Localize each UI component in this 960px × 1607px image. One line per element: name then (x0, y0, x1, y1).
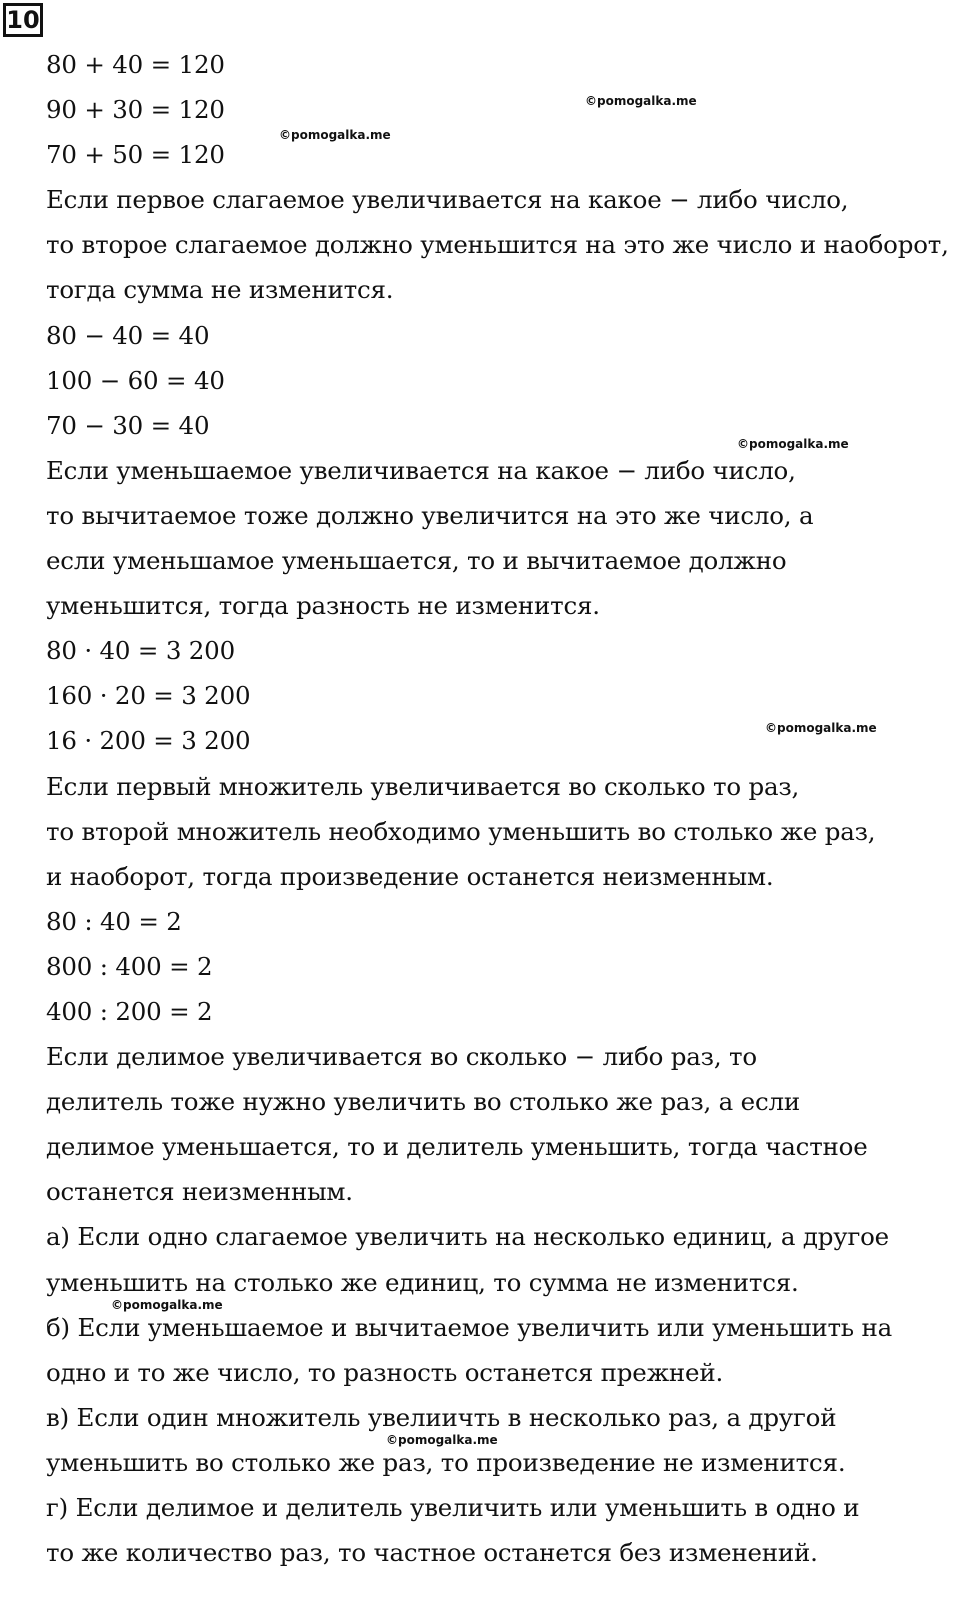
text-line: уменьшится, тогда разность не изменится. (46, 591, 600, 621)
text-line: то второе слагаемое должно уменьшится на это же число и наоборот, (46, 230, 949, 260)
watermark: ©pomogalka.me (585, 94, 697, 108)
solution-text (46, 42, 949, 1575)
text-line: 800 : 400 = 2 (46, 951, 213, 981)
text-line: Если первый множитель увеличивается во сколько то раз, (46, 771, 800, 801)
text-line: то вычитаемое тоже должно увеличится на это же число, а (46, 500, 814, 530)
text-line: Если уменьшаемое увеличивается на какое − либо число, (46, 455, 796, 485)
text-line: уменьшить на столько же единиц, то сумма не изменится. (46, 1267, 799, 1297)
text-line: и наоборот, тогда произведение останется неизменным. (46, 861, 774, 891)
text-line: 80 − 40 = 40 (46, 320, 210, 350)
watermark: ©pomogalka.me (765, 721, 877, 735)
text-line: уменьшить во столько же раз, то произведение не изменится. (46, 1447, 846, 1477)
text-line: Если первое слагаемое увеличивается на какое − либо число, (46, 185, 849, 215)
text-line: останется неизменным. (46, 1177, 353, 1207)
text-line: 90 + 30 = 120 (46, 95, 225, 125)
text-line: делитель тоже нужно увеличить во столько же раз, а если (46, 1087, 800, 1117)
text-line: 100 − 60 = 40 (46, 365, 225, 395)
text-line: то же количество раз, то частное останется без изменений. (46, 1538, 818, 1568)
text-line: 70 − 30 = 40 (46, 410, 210, 440)
watermark: ©pomogalka.me (111, 1298, 223, 1312)
text-line: 80 + 40 = 120 (46, 50, 225, 79)
watermark: ©pomogalka.me (279, 128, 391, 142)
watermark: ©pomogalka.me (386, 1433, 498, 1447)
text-line: 400 : 200 = 2 (46, 996, 213, 1026)
text-line: б) Если уменьшаемое и вычитаемое увеличить или уменьшить на (46, 1312, 893, 1342)
text-line: если уменьшамое уменьшается, то и вычитаемое должно (46, 546, 787, 576)
task-number-badge: 10 (3, 3, 43, 37)
text-line: 70 + 50 = 120 (46, 140, 225, 170)
text-line: Если делимое увеличивается во сколько − либо раз, то (46, 1042, 757, 1072)
text-line: то второй множитель необходимо уменьшить во столько же раз, (46, 816, 876, 846)
text-line: г) Если делимое и делитель увеличить или уменьшить в одно и (46, 1493, 860, 1522)
text-line: делимое уменьшается, то и делитель уменьшить, тогда частное (46, 1132, 868, 1162)
text-line: тогда сумма не изменится. (46, 275, 394, 305)
text-line: 160 · 20 = 3 200 (46, 681, 251, 711)
text-line: 80 : 40 = 2 (46, 906, 182, 936)
text-line: одно и то же число, то разность останется прежней. (46, 1357, 724, 1387)
text-line: а) Если одно слагаемое увеличить на несколько единиц, а другое (46, 1222, 889, 1252)
text-line: в) Если один множитель увелиичть в несколько раз, а другой (46, 1402, 837, 1432)
text-line: 16 · 200 = 3 200 (46, 726, 251, 756)
watermark: ©pomogalka.me (737, 437, 849, 451)
text-line: 80 · 40 = 3 200 (46, 636, 235, 666)
